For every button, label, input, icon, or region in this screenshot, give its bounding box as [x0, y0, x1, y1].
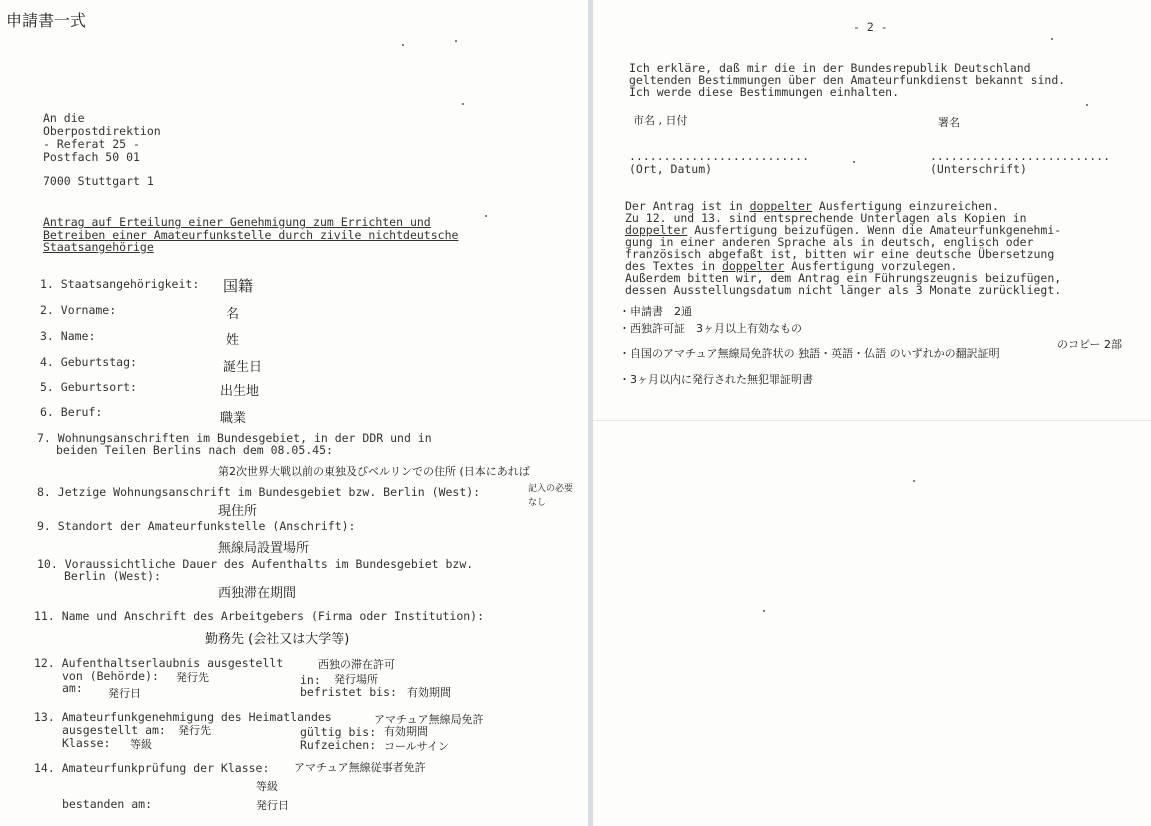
place-date-dots: ..........................: [629, 149, 810, 163]
address-line-1: An die: [43, 111, 85, 125]
note-license-translation: ・自国のアマチュア無線局免許状の 独語・英語・仏語 のいずれかの翻訳証明: [619, 347, 1000, 360]
paper-speck: [913, 480, 915, 482]
page-fold-line: [593, 420, 1151, 421]
item-1-note: 国籍: [223, 277, 254, 295]
item-13-ruf-label: Rufzeichen:: [300, 738, 377, 752]
item-8-side-note-2: なし: [528, 498, 547, 508]
item-13-klasse-note: 等級: [130, 738, 152, 751]
item-10-note: 西独滞在期間: [218, 586, 297, 601]
item-8-side-note-1: 記入の必要: [528, 484, 574, 494]
item-12-von-label: von (Behörde):: [62, 669, 159, 683]
item-14-bestanden-label: bestanden am:: [62, 797, 153, 811]
item-8-label: 8. Jetzige Wohnungsanschrift im Bundesgebiet bzw. Berlin (West):: [37, 485, 481, 499]
item-10-label-2: Berlin (West):: [64, 569, 161, 583]
signature-dots: ..........................: [930, 149, 1111, 163]
item-9-note: 無線局設置場所: [218, 541, 310, 556]
item-13-ausgestellt-note: 発行先: [178, 724, 211, 737]
note-criminal-record: ・3ヶ月以内に発行された無犯罪証明書: [619, 373, 813, 386]
item-12-am-label: am:: [62, 681, 83, 695]
item-12-label: 12. Aufenthaltserlaubnis ausgestellt: [34, 656, 284, 670]
paper-speck: [402, 44, 404, 46]
item-2-note: 名: [226, 307, 240, 322]
subject-line-1: Antrag auf Erteilung einer Genehmigung zum Errichten und: [43, 215, 431, 229]
instructions-line-2: Zu 12. und 13. sind entsprechende Unterlagen als Kopien in: [625, 211, 1027, 225]
item-8-note: 現住所: [218, 504, 258, 519]
signature-note: 署名: [938, 116, 960, 129]
page-number: - 2 -: [853, 20, 888, 34]
item-12-am-note: 発行日: [108, 687, 141, 700]
paper-speck: [763, 610, 765, 612]
paper-speck: [462, 103, 464, 105]
item-7-label-1: 7. Wohnungsanschriften im Bundesgebiet, in der DDR und in: [37, 431, 432, 445]
item-11-label: 11. Name und Anschrift des Arbeitgebers (Firma oder Institution):: [34, 609, 485, 623]
item-9-label: 9. Standort der Amateurfunkstelle (Anschrift):: [37, 519, 356, 533]
instructions-line-8: dessen Ausstellungsdatum nicht länger als 3 Monate zurückliegt.: [625, 283, 1062, 297]
item-1-label: 1. Staatsangehörigkeit:: [40, 277, 200, 291]
item-7-note: 第2次世界大戦以前の東独及びベルリンでの住所 (日本にあれば: [218, 465, 530, 478]
item-12-note: 西独の滞在許可: [318, 658, 395, 671]
item-5-label: 5. Geburtsort:: [40, 380, 137, 394]
paper-speck: [485, 215, 487, 217]
declaration-line-2: geltenden Bestimmungen über den Amateurfunkdienst bekannt sind.: [629, 73, 1066, 87]
address-line-4: Postfach 50 01: [43, 150, 140, 164]
item-10-label-1: 10. Voraussichtliche Dauer des Aufenthalts im Bundesgebiet bzw.: [37, 557, 474, 571]
item-13-klasse-label: Klasse:: [62, 736, 111, 750]
item-5-note: 出生地: [220, 384, 260, 399]
address-line-5: 7000 Stuttgart 1: [43, 174, 154, 188]
address-line-3: - Referat 25 -: [43, 137, 140, 151]
declaration-line-3: Ich werde diese Bestimmungen einhalten.: [629, 85, 900, 99]
instructions-line-3: doppelter Ausfertigung beizufügen. Wenn die Amateurfunkgenehmi-: [625, 223, 1062, 237]
paper-speck: [1051, 38, 1053, 40]
item-4-label: 4. Geburtstag:: [40, 355, 137, 369]
note-application-copies: ・申請書 2通: [619, 305, 692, 318]
corner-note: 申請書一式: [6, 11, 87, 30]
item-6-label: 6. Beruf:: [40, 405, 103, 419]
instructions-line-5: französisch abgefaßt ist, bitten wir eine deutsche Übersetzung: [625, 247, 1055, 261]
place-date-note: 市名 , 日付: [633, 114, 688, 127]
item-14-bestanden-note: 発行日: [256, 799, 289, 812]
paper-speck: [455, 40, 457, 42]
item-14-class-note: 等級: [256, 780, 278, 793]
item-12-in-note: 発行場所: [334, 673, 378, 686]
item-11-note: 勤務先 (会社又は大学等): [205, 632, 350, 647]
item-3-note: 姓: [226, 333, 240, 348]
right-page: [593, 0, 1151, 826]
item-13-gueltig-note: 有効期間: [384, 725, 428, 738]
item-6-note: 職業: [220, 411, 247, 426]
item-7-label-2: beiden Teilen Berlins nach dem 08.05.45:: [56, 443, 333, 457]
instructions-line-7: Außerdem bitten wir, dem Antrag ein Führungszeugnis beizufügen,: [625, 271, 1062, 285]
item-12-bis-note: 有効期間: [407, 686, 451, 699]
instructions-line-6: des Textes in doppelter Ausfertigung vorzulegen.: [625, 259, 958, 273]
item-12-von-note: 発行先: [176, 671, 209, 684]
subject-line-2: Betreiben einer Amateurfunkstelle durch zivile nichtdeutsche: [43, 228, 459, 242]
item-13-gueltig-label: gültig bis:: [300, 725, 377, 739]
instructions-line-1: Der Antrag ist in doppelter Ausfertigung einzureichen.: [625, 199, 999, 213]
paper-speck: [853, 161, 855, 163]
subject-line-3: Staatsangehörige: [43, 240, 154, 254]
note-residence-permit: ・西独許可証 3ヶ月以上有効なもの: [619, 322, 802, 335]
item-13-note: アマチュア無線局免許: [374, 713, 484, 726]
signature-label: (Unterschrift): [930, 162, 1027, 176]
item-12-bis-label: befristet bis:: [300, 685, 397, 699]
instructions-line-4: gung in einer anderen Sprache als in deutsch, englisch oder: [625, 235, 1034, 249]
item-13-ruf-note: コールサイン: [384, 740, 450, 753]
place-date-label: (Ort, Datum): [629, 162, 713, 176]
note-copies-side: のコピー 2部: [1057, 338, 1123, 351]
paper-speck: [1086, 104, 1088, 106]
item-14-label: 14. Amateurfunkprüfung der Klasse:: [34, 761, 270, 775]
item-12-in-label: in:: [300, 673, 321, 687]
item-3-label: 3. Name:: [40, 329, 96, 343]
address-line-2: Oberpostdirektion: [43, 124, 161, 138]
item-13-ausgestellt-label: ausgestellt am:: [62, 723, 166, 737]
item-4-note: 誕生日: [223, 360, 263, 375]
item-14-note: アマチュア無線従事者免許: [294, 761, 426, 774]
declaration-line-1: Ich erkläre, daß mir die in der Bundesrepublik Deutschland: [629, 61, 1031, 75]
item-13-label: 13. Amateurfunkgenehmigung des Heimatlandes: [34, 710, 332, 724]
item-2-label: 2. Vorname:: [40, 303, 117, 317]
